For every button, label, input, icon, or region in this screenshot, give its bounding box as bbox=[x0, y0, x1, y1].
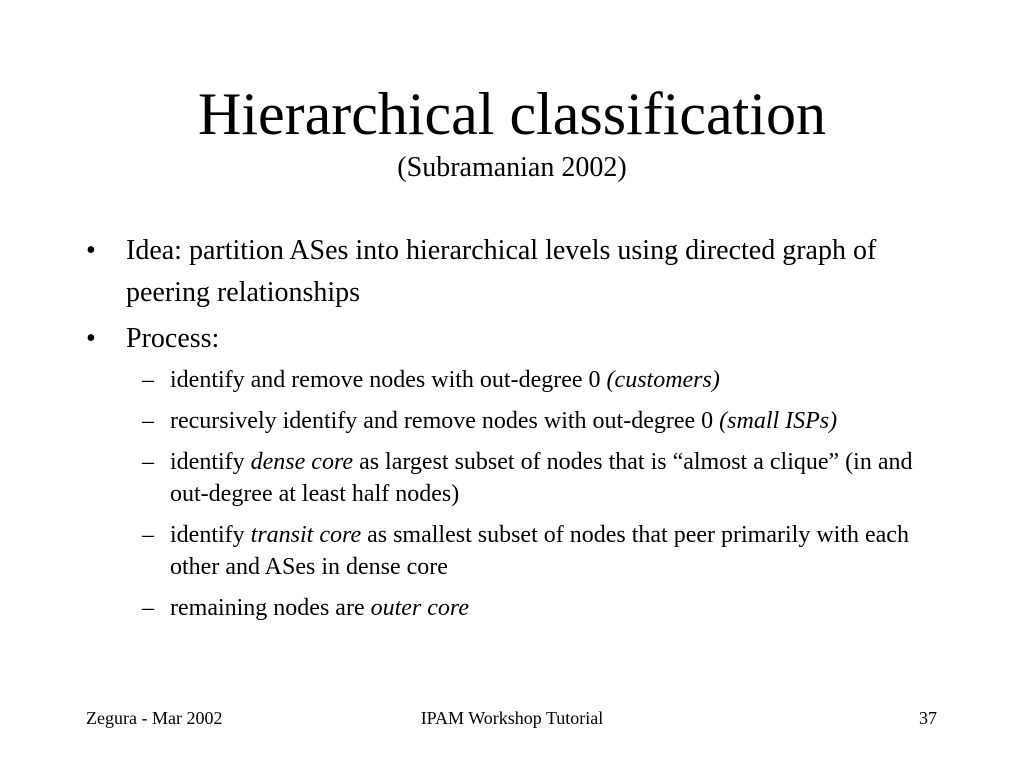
sub-bullet-italic: dense core bbox=[250, 449, 354, 475]
sub-bullet-customers bbox=[86, 364, 936, 396]
sub-bullet-italic: (customers) bbox=[606, 367, 720, 393]
bullet-text: Idea: partition ASes into hierarchical levels using directed graph of peering relationships bbox=[126, 235, 877, 308]
sub-bullet-outer-core bbox=[86, 592, 936, 624]
bullet-process bbox=[86, 318, 936, 360]
bullet-idea bbox=[86, 230, 936, 314]
bullet-text: Process: bbox=[126, 323, 220, 354]
sub-bullet-text-after: as smallest subset of nodes that peer primarily with each other and ASes in dense core bbox=[170, 522, 909, 580]
sub-bullet-small-isps bbox=[86, 405, 936, 437]
process-steps bbox=[86, 364, 936, 624]
slide-title: Hierarchical classification bbox=[197, 81, 826, 147]
sub-bullet-text-after: as largest subset of nodes that is “almost a clique” (in and out-degree at least half nodes) bbox=[170, 449, 913, 507]
slide-body bbox=[86, 230, 936, 633]
sub-bullet-marker: – bbox=[142, 367, 154, 393]
sub-bullet-italic: outer core bbox=[370, 595, 470, 621]
sub-bullet-text: recursively identify and remove nodes with out-degree 0 bbox=[170, 408, 720, 434]
bullet-marker: • bbox=[86, 323, 96, 354]
sub-bullet-marker: – bbox=[142, 408, 154, 434]
sub-bullet-text: identify bbox=[170, 522, 251, 548]
slide-number: 37 bbox=[919, 708, 937, 728]
sub-bullet-text: identify and remove nodes with out-degree 0 bbox=[170, 367, 607, 393]
sub-bullet-dense-core bbox=[86, 446, 936, 510]
footer-author-date: Zegura - Mar 2002 bbox=[86, 708, 223, 728]
sub-bullet-marker: – bbox=[142, 449, 154, 475]
sub-bullet-transit-core bbox=[86, 519, 936, 583]
sub-bullet-italic: transit core bbox=[250, 522, 362, 548]
sub-bullet-marker: – bbox=[142, 595, 154, 621]
sub-bullet-marker: – bbox=[142, 522, 154, 548]
sub-bullet-text: remaining nodes are bbox=[170, 595, 371, 621]
bullet-marker: • bbox=[86, 235, 96, 266]
sub-bullet-text: identify bbox=[170, 449, 251, 475]
slide-subtitle: (Subramanian 2002) bbox=[397, 152, 627, 183]
footer-event: IPAM Workshop Tutorial bbox=[420, 708, 604, 728]
title-block bbox=[0, 78, 1024, 184]
sub-bullet-italic: (small ISPs) bbox=[719, 408, 838, 434]
